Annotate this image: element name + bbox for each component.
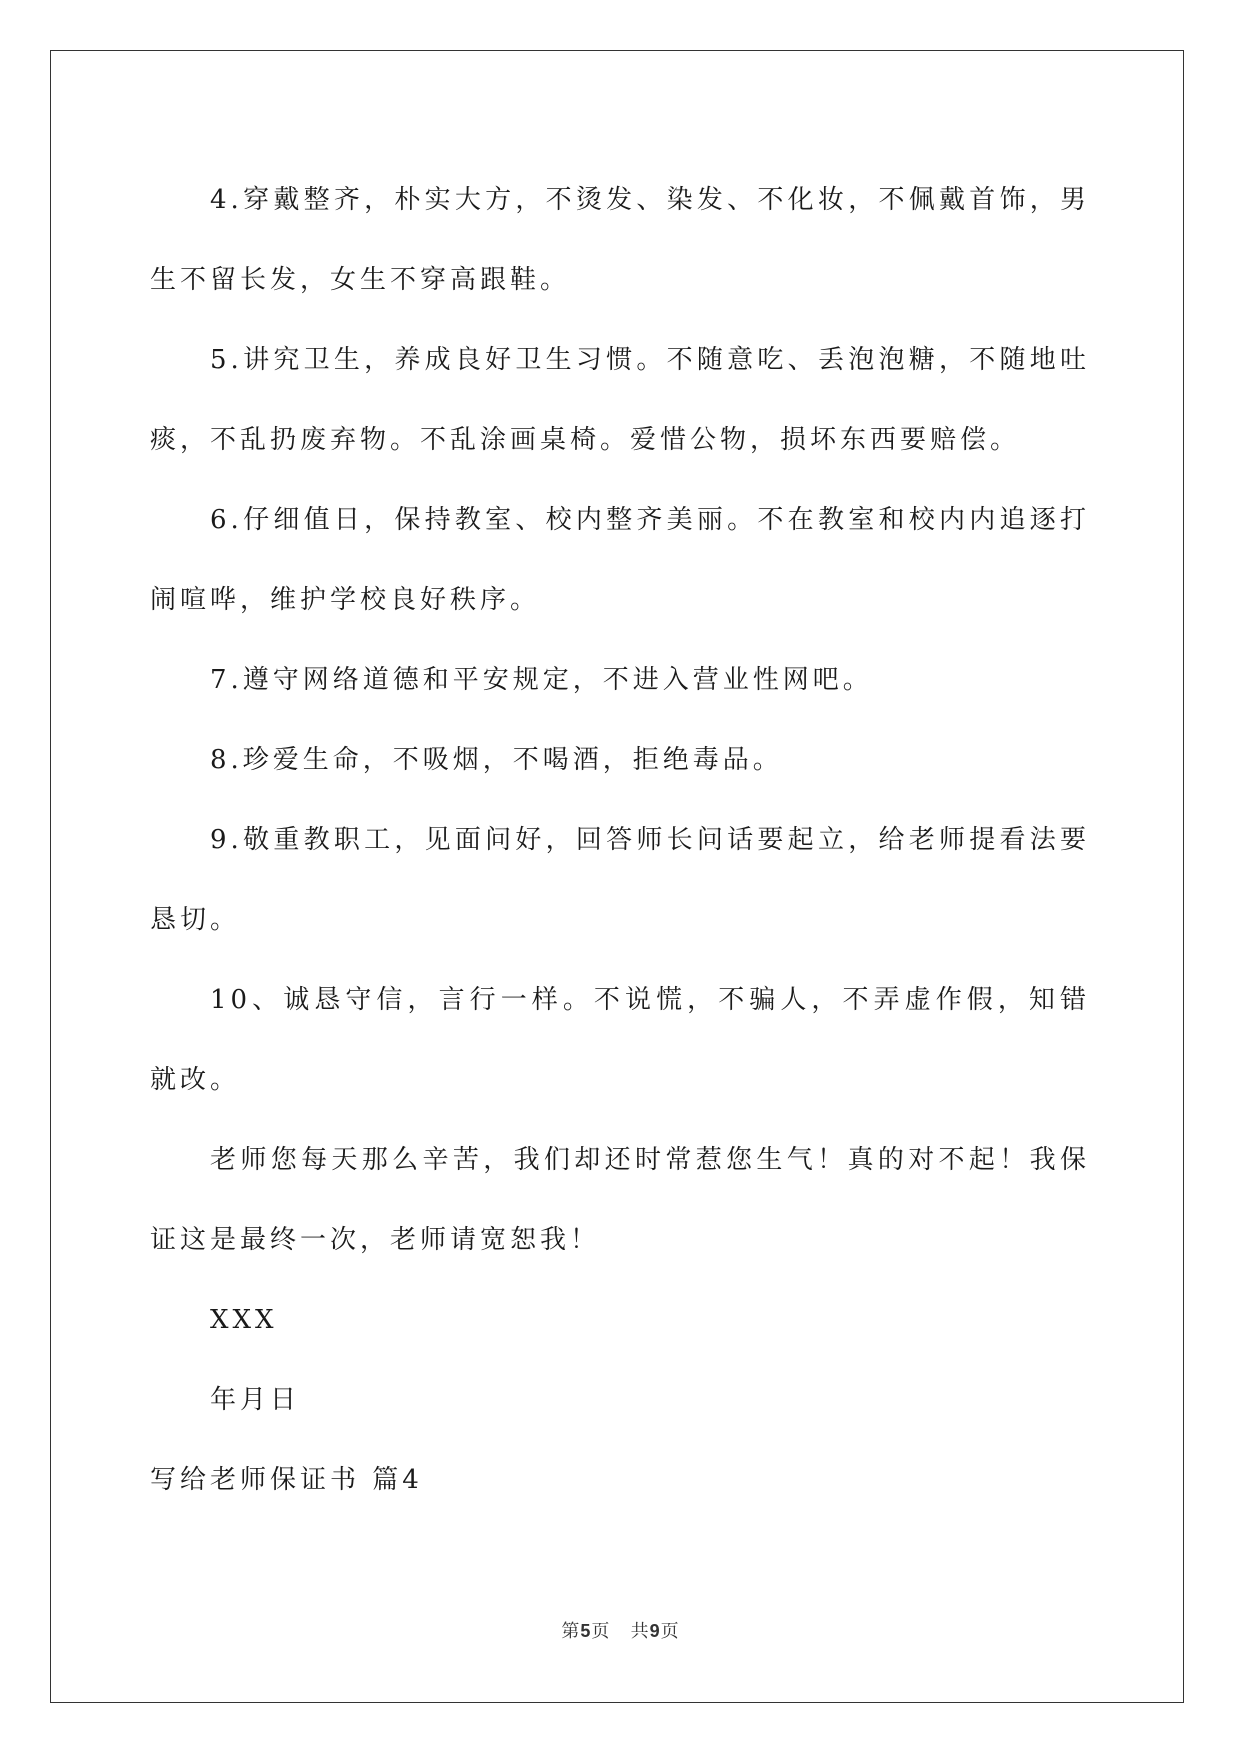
paragraph-rule-5: 5.讲究卫生，养成良好卫生习惯。不随意吃、丢泡泡糖，不随地吐痰，不乱扔废弃物。不乱涂画桌椅。爱惜公物，损坏东西要赔偿。 <box>150 345 1090 455</box>
document-body <box>150 160 1090 1520</box>
signature-date: 年月日 <box>210 1385 301 1415</box>
page-footer <box>0 1617 1241 1643</box>
footer-page-total: 9 <box>649 1621 661 1641</box>
paragraph-rule-4: 4.穿戴整齐，朴实大方，不烫发、染发、不化妆，不佩戴首饰，男生不留长发，女生不穿高跟鞋。 <box>150 185 1090 295</box>
paragraph-rule-10: 10、诚恳守信，言行一样。不说慌，不骗人，不弄虚作假，知错就改。 <box>150 985 1090 1095</box>
paragraph-rule-6: 6.仔细值日，保持教室、校内整齐美丽。不在教室和校内内追逐打闹喧哗，维护学校良好秩序。 <box>150 505 1090 615</box>
section-title: 写给老师保证书 篇4 <box>150 1465 423 1495</box>
paragraph-rule-8: 8.珍爱生命，不吸烟，不喝酒，拒绝毒品。 <box>210 745 783 775</box>
footer-page-current: 5 <box>580 1621 592 1641</box>
paragraph-rule-7: 7.遵守网络道德和平安规定，不进入营业性网吧。 <box>210 665 873 695</box>
footer-page-prefix: 第 <box>561 1621 581 1642</box>
footer-page-mid: 页 共 <box>591 1621 650 1642</box>
signature-name: XXX <box>210 1305 278 1335</box>
paragraph-rule-9: 9.敬重教职工，见面问好，回答师长问话要起立，给老师提看法要恳切。 <box>150 825 1090 935</box>
footer-page-suffix: 页 <box>660 1621 680 1642</box>
paragraph-apology: 老师您每天那么辛苦，我们却还时常惹您生气！真的对不起！我保证这是最终一次，老师请宽恕我！ <box>150 1145 1090 1255</box>
